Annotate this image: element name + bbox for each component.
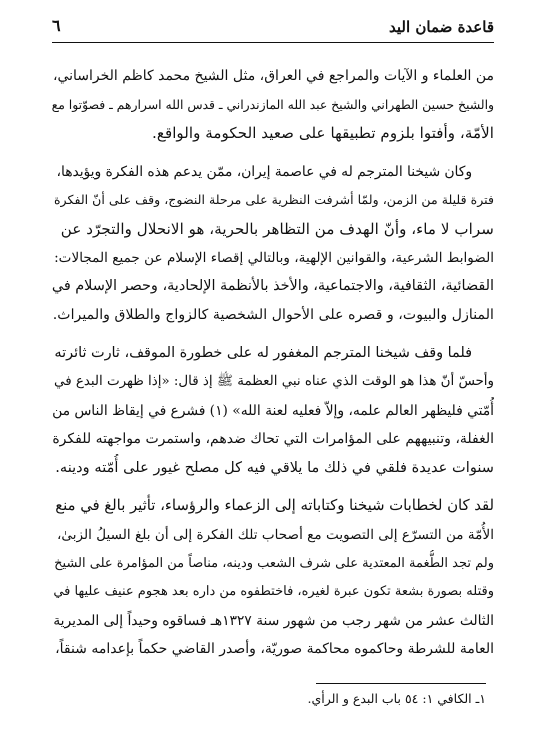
- running-title: قاعدة ضمان اليد: [389, 18, 494, 36]
- text-line: فلما وقف شيخنا المترجم المغفور له على خطورة الموقف، ثارت ثائرته: [54, 345, 472, 362]
- text-line: أُمّتي فليظهر العالم علمه، وإلاّ فعليه لعنة الله» (١) فشرع في إيقاظ الناس من: [52, 402, 494, 419]
- paragraph-4: [52, 492, 494, 664]
- text-line: وقتله بصورة بشعة تكون عبرة لغيره، فاختطفوه من داره بعد هجوم عنيف عليها في: [53, 584, 494, 600]
- text-line: الثالث عشر من شهر رجب من شهور سنة ١٣٢٧هـ فساقوه وحيداً إلى المديرية: [53, 612, 494, 629]
- main-text: [52, 62, 494, 674]
- text-line: الضوابط الشرعية، والقوانين الإلهية، وبالتالي إقصاء الإسلام عن جميع المجالات:: [54, 249, 494, 266]
- paragraph-3: [52, 339, 494, 482]
- text-line: العامة للشرطة وحاكموه محاكمة صوريّة، وأصدر القاضي حكماً بإعدامه شنقاً،: [55, 641, 494, 658]
- paragraph-2: [52, 158, 494, 330]
- footnote: ١ـ الكافي ١: ٥٤ باب البدع و الرأي.: [307, 691, 486, 706]
- page-number: ٦: [52, 16, 61, 35]
- text-line: القضائية، الثقافية، والاجتماعية، والأخذ بالأنظمة الإلحادية، وحصر الإسلام في: [52, 278, 494, 295]
- paragraph-1: [52, 62, 494, 148]
- text-line: وأحسّ أنّ هذا هو الوقت الذي عناه نبي العظمة ﷺ إذ قال: «إذا ظهرت البدع في: [54, 373, 494, 389]
- text-line: سراب لا ماء، وأنّ الهدف من التظاهر بالحرية، هو الانحلال والتجرّد عن: [60, 219, 494, 238]
- text-line: الغفلة، وتنبيههم على المؤامرات التي تحاك ضدهم، واستمرت مواجهته للفكرة: [52, 431, 494, 448]
- text-line: من العلماء و الآيات والمراجع في العراق، مثل الشيخ محمد كاظم الخراساني،: [52, 68, 494, 84]
- text-line: لقد كان لخطابات شيخنا وكتاباته إلى الزعماء والرؤساء، تأثير بالغ في منع: [55, 497, 494, 515]
- page-header: [52, 14, 494, 43]
- text-line: ولم تجد الطُّغمة المعتدية على شرف الشعب ودينه، مناصاً من المؤامرة على الشيخ: [54, 555, 494, 571]
- text-line: الأُمّة من التسرّع إلى التصويت مع أصحاب تلك الفكرة إلى أن بلغ السيلُ الزبىٰ،: [57, 526, 494, 543]
- text-line: الأمّة، وأفتوا بلزوم تطبيقها على صعيد الحكومة والواقع.: [152, 124, 494, 143]
- text-line: والشيخ حسين الطهراني والشيخ عبد الله المازندراني ـ قدس الله اسرارهم ـ فصوّتوا مع: [52, 96, 494, 112]
- text-line: سنوات عديدة فلقي في ذلك ما يلاقي فيه كل مصلح غيور على أُمّته ودينه.: [55, 458, 494, 476]
- footnote-divider: [316, 683, 486, 684]
- text-line: فترة قليلة من الزمن، ولمّا أشرفت النظرية على مرحلة النضوج، وقف على أنّ الفكرة: [53, 192, 494, 208]
- text-line: المنازل والبيوت، و قصره على الأحوال الشخصية كالزواج والطلاق والميراث.: [52, 306, 494, 323]
- text-line: وكان شيخنا المترجم له في عاصمة إيران، ممّن يدعم هذه الفكرة ويؤيدها،: [56, 163, 472, 180]
